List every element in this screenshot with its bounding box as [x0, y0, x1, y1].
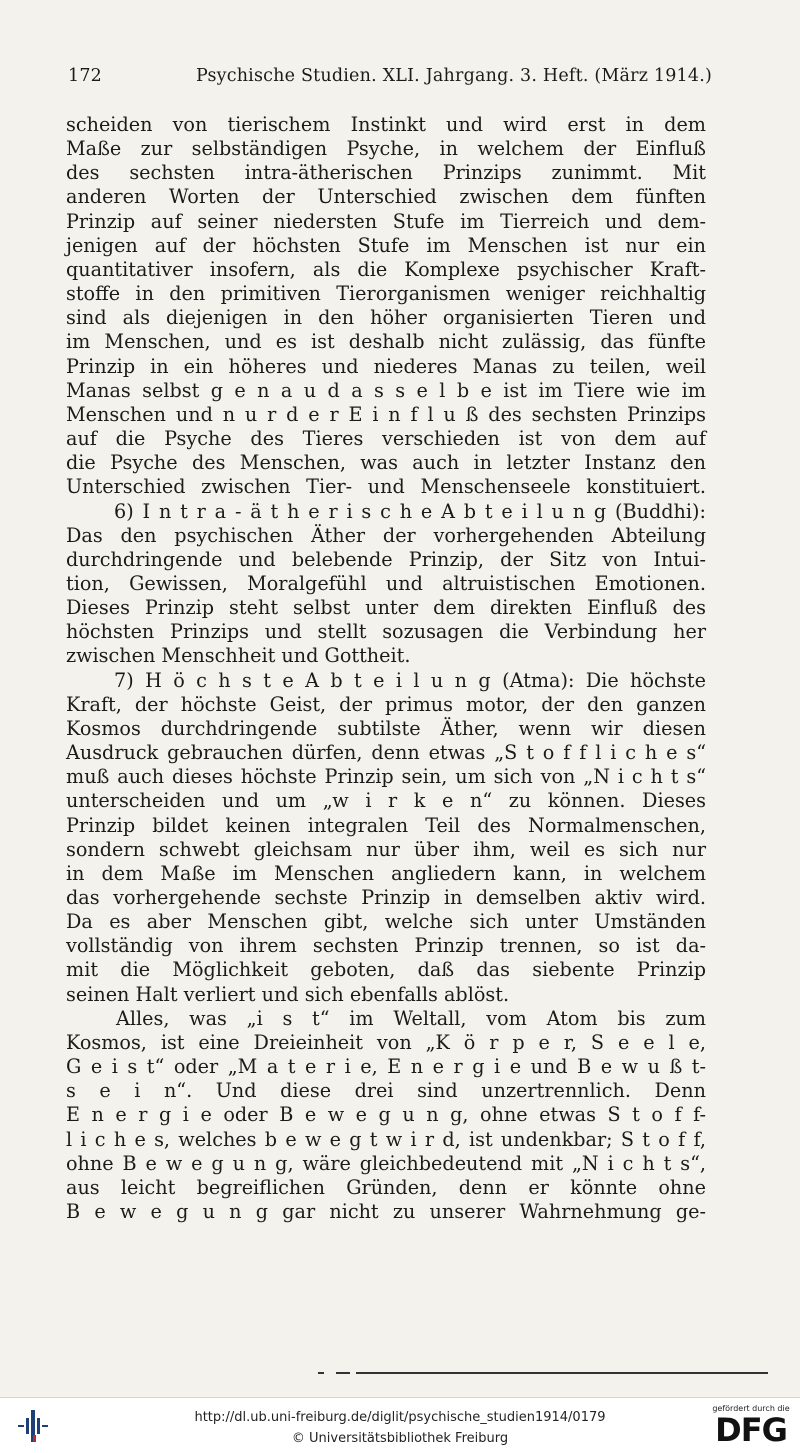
text-line: durchdringende und belebende Prinzip, der Sitz von Intui-	[66, 547, 706, 571]
paragraph-start-line: Alles, was „i s t“ im Weltall, vom Atom bis zum	[116, 1006, 706, 1030]
text-line: mit die Möglichkeit geboten, daß das siebente Prinzip	[66, 958, 706, 982]
text-line: Kraft, der höchste Geist, der primus motor, der den ganzen	[66, 692, 706, 716]
footer-bar	[0, 1397, 800, 1453]
text-line: tion, Gewissen, Moralgefühl und altruistischen Emotionen.	[66, 571, 706, 595]
text-line: Unterschied zwischen Tier- und Menschenseele konstituiert.	[66, 475, 706, 499]
text-line: G e i s t“ oder „M a t e r i e, E n e r g i e und B e w u ß t-	[66, 1055, 706, 1079]
text-line: Prinzip auf seiner niedersten Stufe im Tierreich und dem-	[66, 209, 706, 233]
body-text	[66, 113, 706, 1224]
text-line: unterscheiden und um „w i r k e n“ zu können. Dieses	[66, 789, 706, 813]
text-line: s e i n“. Und diese drei sind unzertrennlich. Denn	[66, 1079, 706, 1103]
text-line: höchsten Prinzips und stellt sozusagen die Verbindung her	[66, 620, 706, 644]
text-line: quantitativer insofern, als die Komplexe psychischer Kraft-	[66, 257, 706, 281]
section-heading-line: 7) H ö c h s t e A b t e i l u n g (Atma): Die höchste	[114, 668, 706, 692]
text-line: Maße zur selbständigen Psyche, in welchem der Einfluß	[66, 137, 706, 161]
scan-rule-mark	[336, 1372, 350, 1374]
section-heading-line: 6) I n t r a - ä t h e r i s c h e A b t e i l u n g (Buddhi):	[114, 499, 706, 523]
text-line: jenigen auf der höchsten Stufe im Menschen ist nur ein	[66, 233, 706, 257]
text-line: muß auch dieses höchste Prinzip sein, um sich von „N i c h t s“	[66, 765, 706, 789]
copyright-text: © Universitätsbibliothek Freiburg	[291, 1431, 509, 1446]
text-line: zwischen Menschheit und Gottheit.	[66, 644, 411, 668]
text-line: im Menschen, und es ist deshalb nicht zulässig, das fünfte	[66, 330, 706, 354]
text-line: aus leicht begreiflichen Gründen, denn er könnte ohne	[66, 1175, 706, 1199]
text-line: anderen Worten der Unterschied zwischen dem fünften	[66, 185, 706, 209]
text-line: Da es aber Menschen gibt, welche sich unter Umständen	[66, 910, 706, 934]
text-line: Prinzip in ein höheres und niederes Manas zu teilen, weil	[66, 354, 706, 378]
text-line: sondern schwebt gleichsam nur über ihm, weil es sich nur	[66, 837, 706, 861]
text-line: das vorhergehende sechste Prinzip in demselben aktiv wird.	[66, 886, 706, 909]
source-url-link[interactable]: http://dl.ub.uni-freiburg.de/diglit/psychische_studien1914/0179	[194, 1410, 606, 1425]
text-line: die Psyche des Menschen, was auch in letzter Instanz den	[66, 451, 706, 475]
dfg-logo: DFG	[715, 1411, 787, 1449]
text-line: scheiden von tierischem Instinkt und wird erst in dem	[66, 113, 706, 136]
scan-rule-mark	[318, 1372, 324, 1374]
text-line: sind als diejenigen in den höher organisierten Tieren und	[66, 306, 706, 330]
running-title: Psychische Studien. XLI. Jahrgang. 3. Heft. (März 1914.)	[195, 66, 712, 86]
running-header	[68, 66, 712, 86]
text-line: E n e r g i e oder B e w e g u n g, ohne etwas S t o f f-	[66, 1103, 706, 1127]
text-line: seinen Halt verliert und sich ebenfalls ablöst.	[66, 982, 510, 1006]
text-line: Manas selbst g e n a u d a s s e l b e ist im Tiere wie im	[66, 378, 706, 402]
text-line: B e w e g u n g gar nicht zu unserer Wahrnehmung ge-	[66, 1200, 706, 1224]
text-line: ohne B e w e g u n g, wäre gleichbedeutend mit „N i c h t s“,	[66, 1151, 706, 1175]
text-line: in dem Maße im Menschen angliedern kann, in welchem	[66, 861, 706, 885]
text-line: vollständig von ihrem sechsten Prinzip trennen, so ist da-	[66, 934, 706, 958]
page-number: 172	[68, 66, 103, 86]
text-line: Menschen und n u r d e r E i n f l u ß des sechsten Prinzips	[66, 402, 706, 426]
text-line: Ausdruck gebrauchen dürfen, denn etwas „S t o f f l i c h e s“	[66, 741, 706, 765]
scan-rule-mark	[356, 1372, 768, 1374]
text-line: Kosmos durchdringende subtilste Äther, wenn wir diesen	[66, 716, 706, 740]
text-line: des sechsten intra-ätherischen Prinzips zunimmt. Mit	[66, 161, 706, 185]
text-line: stoffe in den primitiven Tierorganismen weniger reichhaltig	[66, 282, 706, 306]
text-line: Das den psychischen Äther der vorhergehenden Abteilung	[66, 523, 706, 547]
text-line: Kosmos, ist eine Dreieinheit von „K ö r p e r, S e e l e,	[66, 1030, 706, 1054]
text-line: auf die Psyche des Tieres verschieden ist von dem auf	[66, 427, 706, 451]
text-line: Dieses Prinzip steht selbst unter dem direkten Einfluß des	[66, 596, 706, 620]
text-line: l i c h e s, welches b e w e g t w i r d, ist undenkbar; S t o f f,	[66, 1127, 706, 1151]
sponsor-note: gefördert durch die	[712, 1404, 790, 1413]
text-line: Prinzip bildet keinen integralen Teil des Normalmenschen,	[66, 813, 706, 837]
